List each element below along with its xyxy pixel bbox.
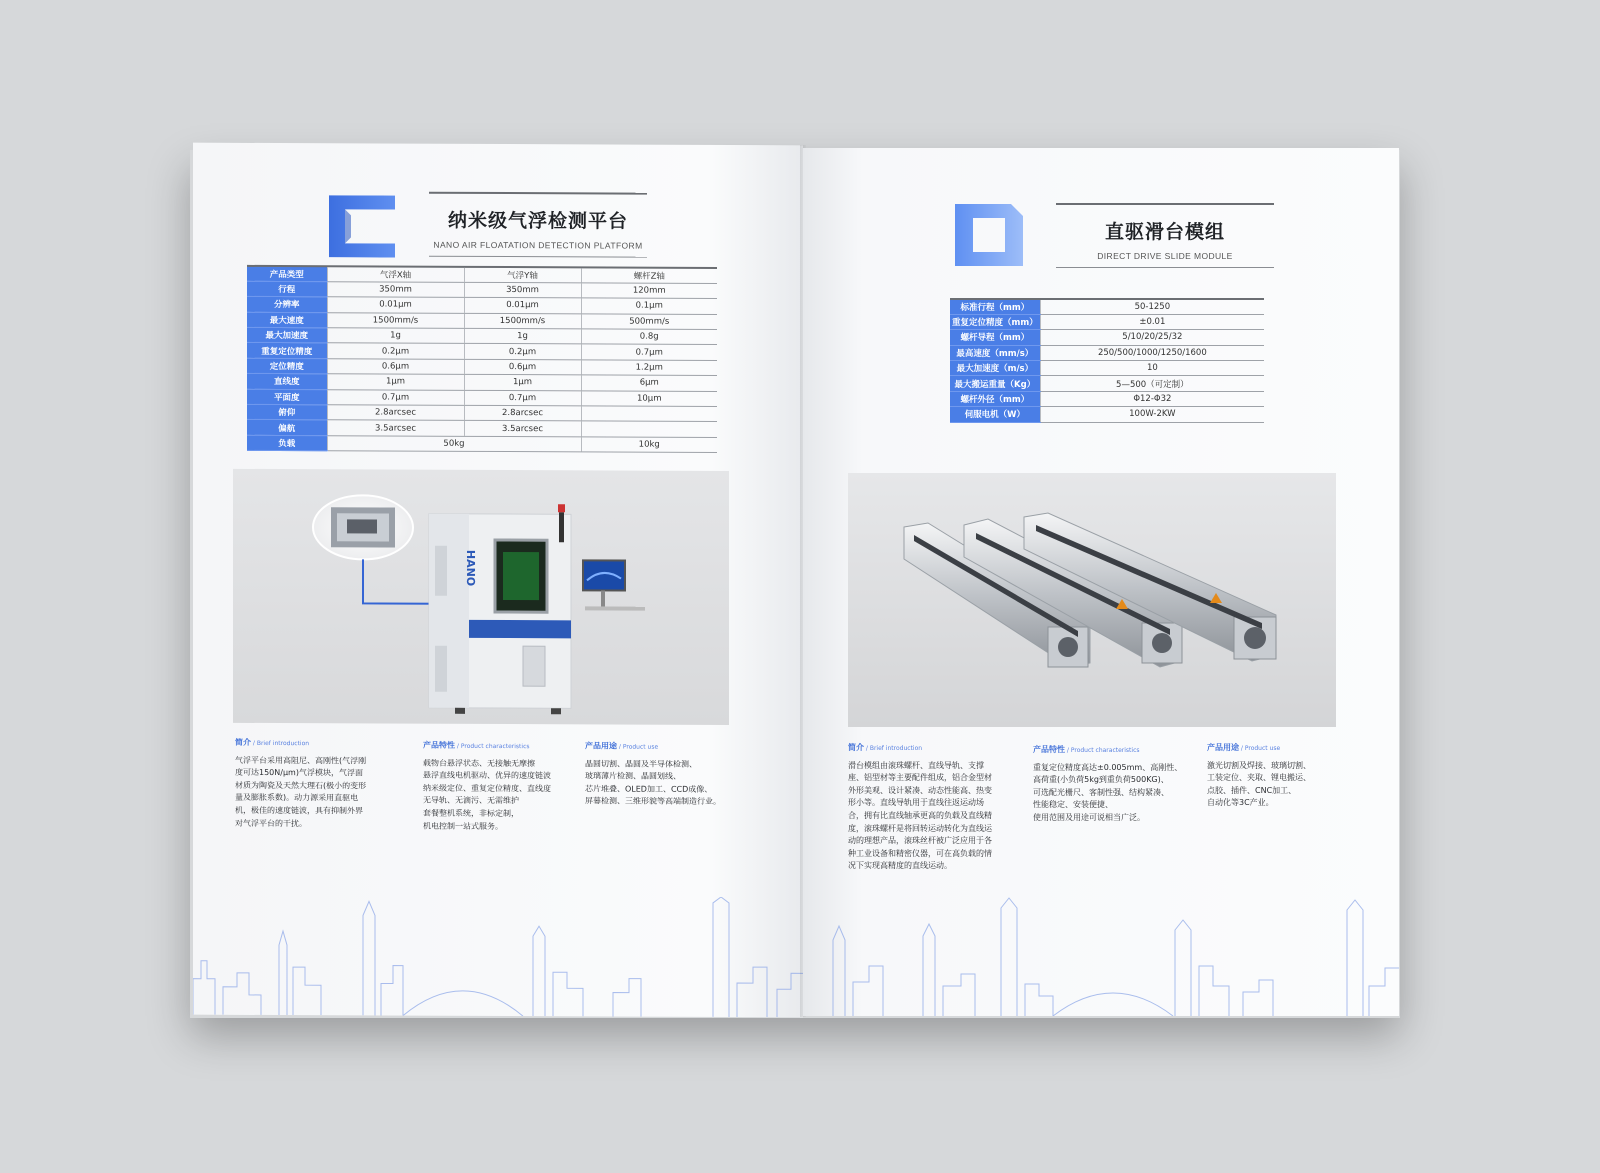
heading-separator: / [251,739,257,747]
section-heading-cn: 产品特性 [1033,745,1065,754]
left-page [193,143,803,1018]
spec-key: 最大搬运重量（Kg） [950,376,1040,391]
spec-key: 平面度 [247,389,327,405]
section-body: 晶圆切割、晶圆及半导体检测、 玻璃薄片检测、晶圆划线、 芯片堆叠、OLED加工、CCD成像、 屏幕检测、三维形貌等高端制造行业。 [585,758,721,807]
section-heading-cn: 产品用途 [1207,743,1239,752]
spec-value: 1μm [464,375,581,391]
section-heading [848,742,1018,756]
heading-separator: / [1065,747,1071,754]
text-column [235,737,395,831]
slide-module-photo [848,473,1336,727]
spec-value: 500mm/s [581,314,717,330]
right-title-block [1056,203,1274,268]
section-heading-cn: 简介 [235,737,251,747]
spec-key: 最高速度（mm/s） [950,345,1040,360]
spec-value: 螺杆Z轴 [581,267,717,283]
machine-brand-text: HANO [464,549,477,587]
spec-value: 0.01μm [327,297,464,313]
spec-value: 0.7μm [327,389,464,405]
spec-key: 分辨率 [247,297,327,313]
table-row [950,330,1264,345]
table-row [950,345,1264,360]
spec-value: 10μm [581,390,717,406]
spec-value: 2.8arcsec [464,405,581,421]
spec-key: 最大速度 [247,312,327,328]
table-row [247,435,717,452]
spec-value: 气浮Y轴 [464,267,581,283]
spec-value: 250/500/1000/1250/1600 [1040,345,1264,360]
spec-value: 50-1250 [1040,299,1264,314]
heading-separator: / [455,742,461,750]
heading-separator: / [617,743,623,751]
section-body: 重复定位精度高达±0.005mm、高刚性、 高荷重(小负荷5kg到重负荷500KG)、 可选配光栅尺、客制性强、结构紧凑、 性能稳定、安装便捷、 使用范围及用途可说相当广泛。 [1033,762,1183,822]
spec-value: ±0.01 [1040,314,1264,329]
section-body: 滑台模组由滚珠螺杆、直线导轨、支撑 座、铝型材等主要配件组成，铝合金型材 外形美观、设计紧凑、动态性能高、热变 形小等。直线导轨用于直线往返运动场 合，拥有比直线轴承更高的负载及直线精 度，滚珠螺杆是将回转运动转化为直线运 动的理想产品，滚珠丝杆被广泛应用于各 种工业设备和精密仪器，可在高负载的情 况下实现高精度的直线运动。 [848,760,992,871]
spec-value: 0.7μm [581,344,717,360]
spec-value: 0.7μm [464,390,581,406]
spec-key: 标准行程（mm） [950,299,1040,314]
table-row [950,407,1264,422]
section-heading-en: Brief introduction [256,739,310,748]
spec-value: 350mm [327,282,464,298]
spec-value: 350mm [464,282,581,298]
spec-value: 0.1μm [581,298,717,314]
spec-value: 3.5arcsec [327,420,464,436]
city-skyline-decoration [193,895,803,1018]
city-skyline-decoration [803,896,1399,1016]
spec-key: 螺杆导程（mm） [950,330,1040,345]
spec-value: 100W-2KW [1040,407,1264,422]
left-spec-table [247,265,717,453]
spec-key: 定位精度 [247,358,327,374]
spec-value: 0.2μm [327,343,464,359]
right-spec-table [950,298,1264,423]
section-heading-cn: 简介 [848,743,864,752]
spec-value: 0.6μm [464,359,581,375]
spec-value: 1g [464,328,581,344]
spec-key: 偏航 [247,420,327,436]
spec-key: 产品类型 [247,266,327,282]
section-body: 载物台悬浮状态、无接触无摩擦 悬浮直线电机驱动、优异的速度链波 纳米级定位、重复定位精度、直线度 无导轨、无滴污、无需维护 套餐整机系统，非标定制， 机电控制一站式服务。 [423,758,551,831]
text-column [1033,744,1203,825]
spec-value: 0.2μm [464,344,581,360]
spec-key: 负载 [247,435,327,451]
spec-value: 120mm [581,283,717,299]
text-column [848,742,1018,873]
spec-key: 螺杆外径（mm） [950,391,1040,406]
spec-key: 伺服电机（W） [950,407,1040,422]
page-subtitle: NANO AIR FLOATATION DETECTION PLATFORM [433,239,643,251]
spec-value: 50kg [327,436,581,452]
table-row [950,391,1264,406]
slide-module-illustration [848,473,1336,727]
heading-separator: / [864,745,870,752]
spec-key: 俯仰 [247,404,327,420]
table-row [950,361,1264,376]
section-heading-cn: 产品用途 [585,741,617,751]
section-heading-en: Brief introduction [869,745,923,752]
spec-value: 1μm [327,374,464,390]
spec-key: 重复定位精度（mm） [950,314,1040,329]
spec-value: 6μm [581,375,717,391]
section-heading [585,740,755,754]
spec-value: 1.2μm [581,360,717,376]
machine-illustration [233,469,729,725]
spec-key: 直线度 [247,374,327,390]
spec-value: 10 [1040,361,1264,376]
section-heading [1207,742,1357,756]
section-heading-en: Product characteristics [460,742,530,751]
text-column [585,740,755,809]
page-subtitle: DIRECT DRIVE SLIDE MODULE [1097,251,1233,261]
section-body: 气浮平台采用高阻尼、高刚性(气浮刚 度可达150N/μm)气浮模块，气浮面 材质为陶瓷及天然大理石(极小的变形 量及膨胀系数)。动力源采用直驱电 机，极佳的速度链波，具有抑制外界 对气浮平台的干扰。 [235,755,367,828]
spec-key: 最大加速度 [247,327,327,343]
table-row [950,376,1264,391]
section-heading-en: Product use [622,743,659,751]
page-title: 纳米级气浮检测平台 [447,209,628,233]
spec-value: 1500mm/s [464,313,581,329]
spec-value: Φ12-Φ32 [1040,391,1264,406]
table-row [950,314,1264,329]
spec-value: 气浮X轴 [327,266,464,282]
section-heading [1033,744,1203,758]
letter-c-icon [329,195,399,257]
section-heading-cn: 产品特性 [423,740,455,750]
section-body: 激光切割及焊接、玻璃切割、 工装定位、夹取、锂电搬运、 点胶、插件、CNC加工、 自动化等3C产业。 [1207,760,1311,808]
spec-value: 3.5arcsec [464,421,581,437]
spec-value: 1g [327,328,464,344]
spec-value [581,421,717,437]
text-column [423,740,583,834]
heading-separator: / [1239,745,1245,752]
machine-photo [233,469,729,725]
right-page [803,148,1399,1016]
left-title-block [429,192,647,258]
letter-d-icon [955,204,1023,266]
spec-key: 最大加速度（m/s） [950,361,1040,376]
spec-value: 0.6μm [327,359,464,375]
page-title: 直驱滑台模组 [1104,221,1225,243]
section-heading [423,740,583,754]
spec-key: 重复定位精度 [247,343,327,359]
spec-value: 10kg [581,437,717,453]
spec-value: 1500mm/s [327,312,464,328]
spec-value: 0.01μm [464,298,581,314]
table-row [950,299,1264,314]
spec-value: 0.8g [581,329,717,345]
spec-value: 5—500（可定制） [1040,376,1264,391]
spec-value [581,406,717,422]
text-column [1207,742,1357,810]
spec-key: 行程 [247,281,327,297]
section-heading [235,737,395,751]
section-heading-en: Product characteristics [1070,747,1140,754]
spec-value: 2.8arcsec [327,405,464,421]
spec-value: 5/10/20/25/32 [1040,330,1264,345]
section-heading-en: Product use [1244,745,1281,752]
